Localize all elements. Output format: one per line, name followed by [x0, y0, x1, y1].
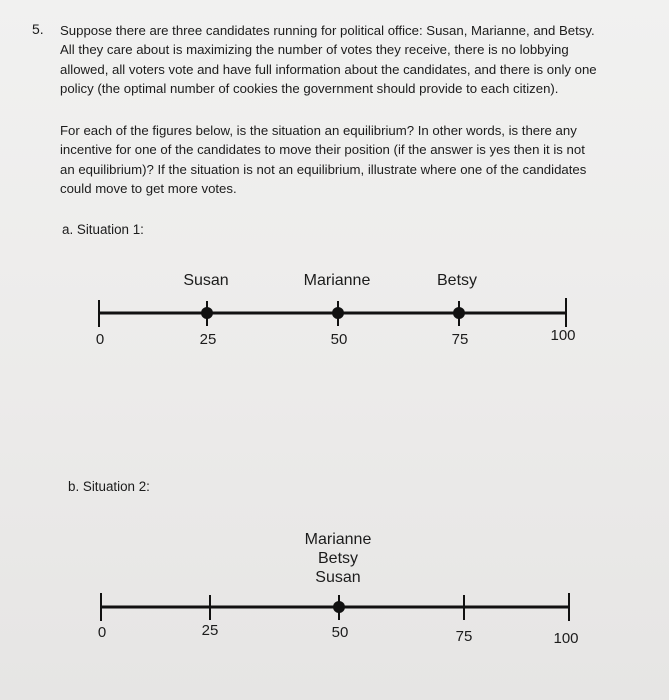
intro-line: Suppose there are three candidates running for political office: Susan, Marianne, and Betsy. [60, 23, 595, 38]
tick-label: 25 [201, 622, 219, 639]
candidate-betsy-label: Betsy [436, 272, 478, 289]
situation-2-label: b. Situation 2: [68, 479, 150, 494]
situation-1-label: a. Situation 1: [62, 222, 144, 237]
tick-label: 100 [550, 327, 576, 344]
tick-label: 50 [331, 624, 349, 641]
intro-line: All they care about is maximizing the number of votes they receive, there is no lobbying [60, 42, 569, 58]
tick-label: 75 [451, 331, 469, 348]
candidate-marianne-label: Marianne [303, 272, 371, 289]
prompt-line: incentive for one of the candidates to move their position (if the answer is yes then it is not [60, 142, 585, 158]
tick-label: 100 [553, 630, 579, 647]
stacked-name-susan: Susan [315, 569, 361, 586]
intro-line: policy (the optimal number of cookies the government should provide to each citizen). [60, 81, 559, 97]
prompt-line: could move to get more votes. [60, 181, 237, 197]
tick-label: 0 [95, 331, 105, 348]
tick-label: 50 [330, 331, 348, 348]
stacked-name-betsy: Betsy [317, 550, 359, 567]
candidate-susan-label: Susan [183, 272, 229, 289]
question-number: 5. [32, 21, 44, 37]
stacked-name-marianne: Marianne [304, 531, 372, 548]
tick-label: 75 [455, 628, 473, 645]
stacked-candidates-point [333, 601, 345, 613]
tick-label: 25 [199, 331, 217, 348]
tick-label: 0 [97, 624, 107, 641]
intro-line: allowed, all voters vote and have full information about the candidates, and there is only one [60, 61, 597, 77]
prompt-line: For each of the figures below, is the situation an equilibrium? In other words, is there any [60, 123, 577, 138]
prompt-line: an equilibrium)? If the situation is not an equilibrium, illustrate where one of the candidates [60, 161, 587, 177]
